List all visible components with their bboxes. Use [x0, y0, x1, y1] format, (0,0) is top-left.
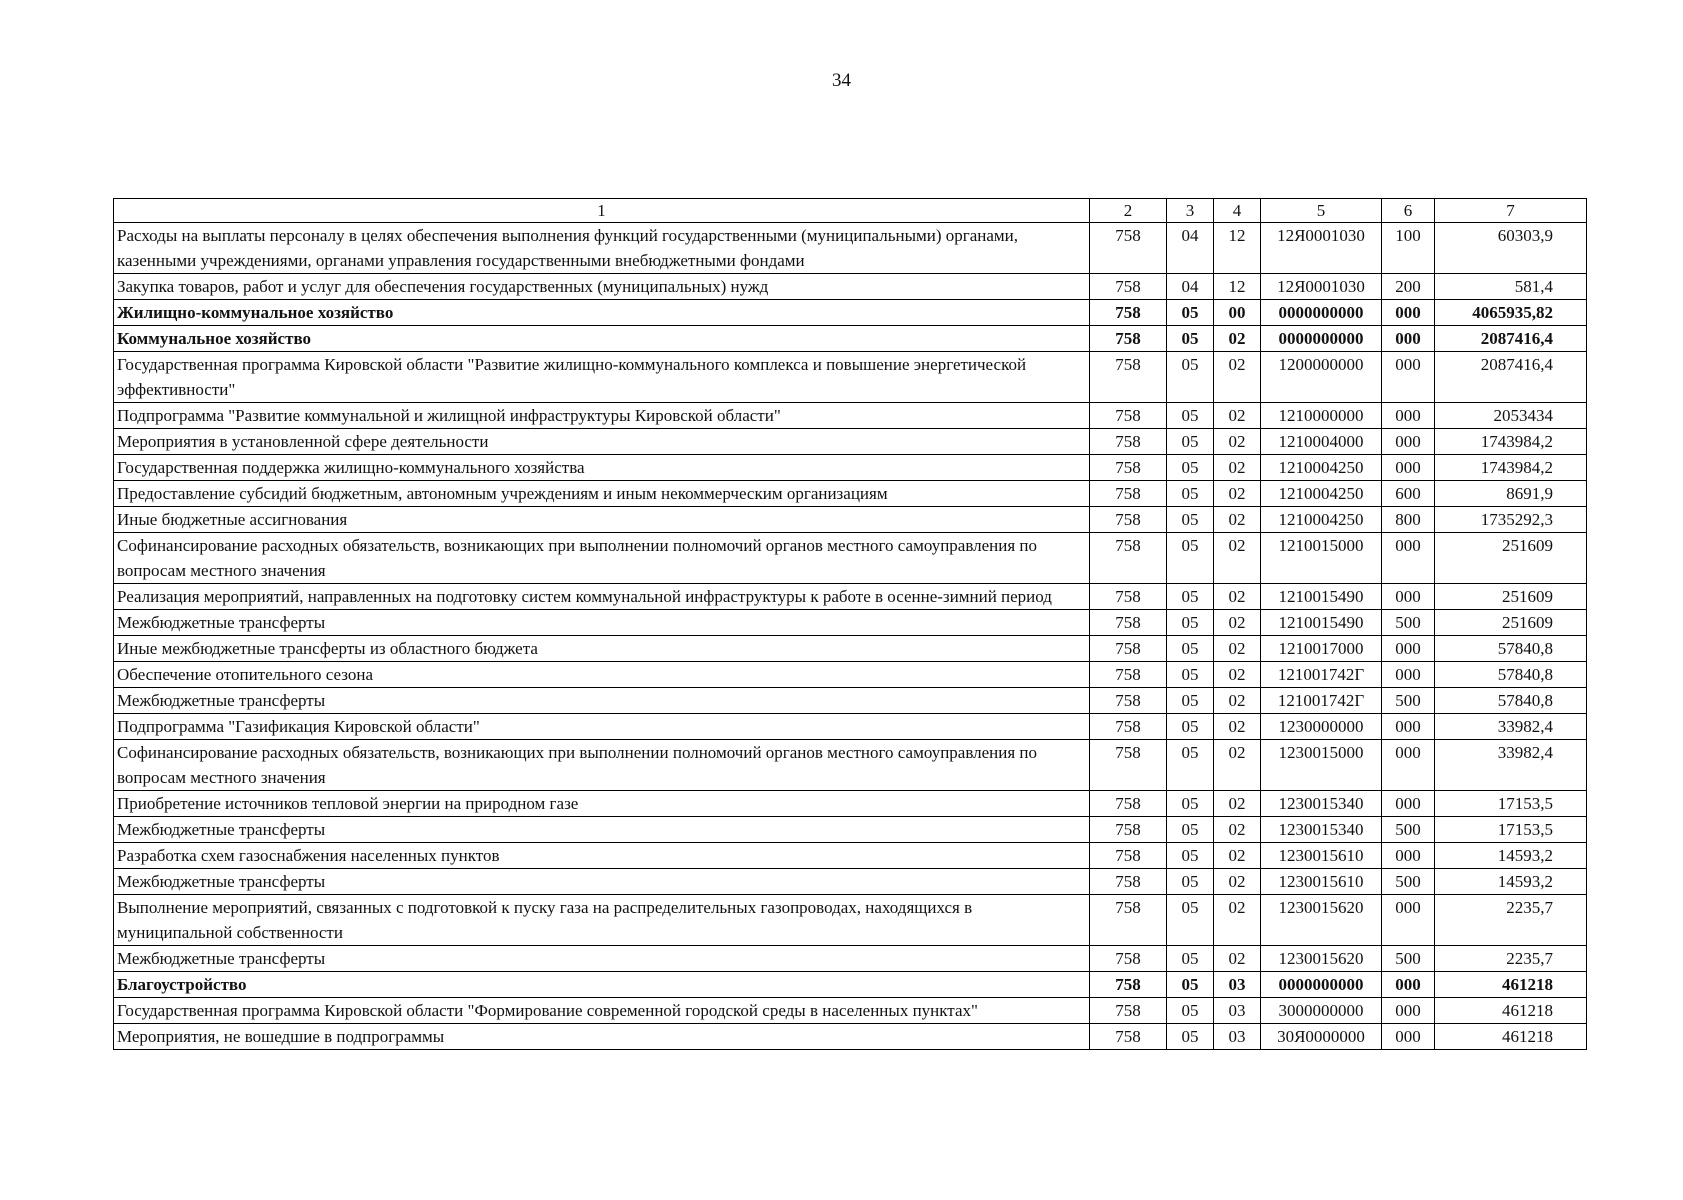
row-col-5: 1230015620 [1261, 946, 1382, 972]
header-col-3: 3 [1167, 199, 1214, 223]
table-row [114, 972, 1587, 998]
row-col-2: 758 [1090, 791, 1167, 817]
row-col-4: 02 [1214, 636, 1261, 662]
row-name: Приобретение источников тепловой энергии на природном газе [114, 791, 1090, 817]
row-col-2: 758 [1090, 533, 1167, 584]
row-name: Подпрограмма "Газификация Кировской области" [114, 714, 1090, 740]
row-col-4: 02 [1214, 688, 1261, 714]
row-name: Межбюджетные трансферты [114, 688, 1090, 714]
row-col-4: 12 [1214, 223, 1261, 274]
row-col-4: 02 [1214, 455, 1261, 481]
row-col-6: 000 [1382, 326, 1435, 352]
row-name: Подпрограмма "Развитие коммунальной и жилищной инфраструктуры Кировской области" [114, 403, 1090, 429]
row-col-3: 05 [1167, 455, 1214, 481]
header-row [114, 199, 1587, 223]
row-col-5: 1210015000 [1261, 533, 1382, 584]
row-name: Разработка схем газоснабжения населенных пунктов [114, 843, 1090, 869]
row-amount: 2053434 [1435, 403, 1587, 429]
row-name: Коммунальное хозяйство [114, 326, 1090, 352]
table-row [114, 455, 1587, 481]
row-name: Межбюджетные трансферты [114, 610, 1090, 636]
table-row [114, 636, 1587, 662]
row-col-6: 500 [1382, 869, 1435, 895]
row-col-4: 02 [1214, 714, 1261, 740]
row-col-3: 05 [1167, 403, 1214, 429]
row-col-5: 30Я0000000 [1261, 1024, 1382, 1050]
row-col-2: 758 [1090, 972, 1167, 998]
row-col-5: 12Я0001030 [1261, 274, 1382, 300]
row-col-5: 1230015340 [1261, 791, 1382, 817]
row-col-5: 1230015620 [1261, 895, 1382, 946]
row-name: Государственная поддержка жилищно-коммунального хозяйства [114, 455, 1090, 481]
row-col-4: 03 [1214, 972, 1261, 998]
table-row [114, 584, 1587, 610]
header-col-1: 1 [114, 199, 1090, 223]
row-amount: 2087416,4 [1435, 352, 1587, 403]
header-col-4: 4 [1214, 199, 1261, 223]
table-row [114, 403, 1587, 429]
row-name: Жилищно-коммунальное хозяйство [114, 300, 1090, 326]
row-amount: 4065935,82 [1435, 300, 1587, 326]
row-col-3: 05 [1167, 869, 1214, 895]
row-col-6: 100 [1382, 223, 1435, 274]
table-row [114, 817, 1587, 843]
row-col-6: 800 [1382, 507, 1435, 533]
table-row [114, 610, 1587, 636]
row-col-2: 758 [1090, 740, 1167, 791]
row-col-6: 000 [1382, 300, 1435, 326]
row-amount: 17153,5 [1435, 817, 1587, 843]
row-name: Межбюджетные трансферты [114, 817, 1090, 843]
row-col-6: 500 [1382, 817, 1435, 843]
row-name: Софинансирование расходных обязательств, возникающих при выполнении полномочий органов местного самоуправления по вопросам местного значения [114, 533, 1090, 584]
row-col-5: 121001742Г [1261, 662, 1382, 688]
row-col-2: 758 [1090, 998, 1167, 1024]
row-amount: 33982,4 [1435, 714, 1587, 740]
row-amount: 2087416,4 [1435, 326, 1587, 352]
row-col-2: 758 [1090, 274, 1167, 300]
table-row [114, 300, 1587, 326]
table-row [114, 223, 1587, 274]
row-col-2: 758 [1090, 946, 1167, 972]
row-amount: 14593,2 [1435, 843, 1587, 869]
row-name: Предоставление субсидий бюджетным, автономным учреждениям и иным некоммерческим организациям [114, 481, 1090, 507]
row-col-4: 02 [1214, 817, 1261, 843]
row-name: Межбюджетные трансферты [114, 946, 1090, 972]
row-col-3: 05 [1167, 507, 1214, 533]
row-amount: 17153,5 [1435, 791, 1587, 817]
row-col-3: 05 [1167, 533, 1214, 584]
table-row [114, 688, 1587, 714]
table-row [114, 998, 1587, 1024]
row-col-6: 000 [1382, 1024, 1435, 1050]
row-col-5: 121001742Г [1261, 688, 1382, 714]
row-col-4: 02 [1214, 481, 1261, 507]
row-col-5: 1210004250 [1261, 481, 1382, 507]
row-col-4: 12 [1214, 274, 1261, 300]
row-col-6: 500 [1382, 610, 1435, 636]
row-col-6: 000 [1382, 998, 1435, 1024]
table-row [114, 662, 1587, 688]
table-row [114, 869, 1587, 895]
row-col-5: 1210004250 [1261, 507, 1382, 533]
row-col-5: 1210004000 [1261, 429, 1382, 455]
row-col-5: 0000000000 [1261, 326, 1382, 352]
row-col-2: 758 [1090, 481, 1167, 507]
row-col-4: 02 [1214, 895, 1261, 946]
row-col-6: 000 [1382, 895, 1435, 946]
row-col-6: 000 [1382, 740, 1435, 791]
row-name: Софинансирование расходных обязательств, возникающих при выполнении полномочий органов местного самоуправления по вопросам местного значения [114, 740, 1090, 791]
row-name: Иные бюджетные ассигнования [114, 507, 1090, 533]
row-col-6: 500 [1382, 688, 1435, 714]
row-col-3: 05 [1167, 972, 1214, 998]
table-row [114, 843, 1587, 869]
row-col-5: 1210000000 [1261, 403, 1382, 429]
row-col-3: 05 [1167, 636, 1214, 662]
row-col-3: 05 [1167, 817, 1214, 843]
row-name: Мероприятия, не вошедшие в подпрограммы [114, 1024, 1090, 1050]
row-name: Иные межбюджетные трансферты из областного бюджета [114, 636, 1090, 662]
header-col-5: 5 [1261, 199, 1382, 223]
row-name: Реализация мероприятий, направленных на подготовку систем коммунальной инфраструктуры к работе в осенне-зимний период [114, 584, 1090, 610]
row-col-6: 000 [1382, 455, 1435, 481]
row-col-2: 758 [1090, 662, 1167, 688]
row-col-6: 000 [1382, 791, 1435, 817]
row-col-2: 758 [1090, 352, 1167, 403]
row-col-3: 05 [1167, 1024, 1214, 1050]
row-col-6: 000 [1382, 429, 1435, 455]
page-number: 34 [832, 70, 851, 91]
row-col-5: 3000000000 [1261, 998, 1382, 1024]
row-amount: 57840,8 [1435, 636, 1587, 662]
row-col-4: 03 [1214, 998, 1261, 1024]
row-col-6: 000 [1382, 403, 1435, 429]
row-name: Межбюджетные трансферты [114, 869, 1090, 895]
row-col-5: 0000000000 [1261, 972, 1382, 998]
row-col-5: 1230015610 [1261, 843, 1382, 869]
row-col-3: 05 [1167, 481, 1214, 507]
row-col-4: 02 [1214, 662, 1261, 688]
row-col-5: 1230015000 [1261, 740, 1382, 791]
table-row [114, 895, 1587, 946]
row-col-2: 758 [1090, 584, 1167, 610]
row-amount: 251609 [1435, 533, 1587, 584]
row-col-3: 05 [1167, 843, 1214, 869]
row-col-5: 0000000000 [1261, 300, 1382, 326]
row-amount: 2235,7 [1435, 946, 1587, 972]
row-col-2: 758 [1090, 507, 1167, 533]
table-body [114, 223, 1587, 1050]
row-col-2: 758 [1090, 1024, 1167, 1050]
row-col-2: 758 [1090, 895, 1167, 946]
row-col-5: 1230000000 [1261, 714, 1382, 740]
header-col-7: 7 [1435, 199, 1587, 223]
row-col-3: 05 [1167, 326, 1214, 352]
row-col-5: 1210015490 [1261, 584, 1382, 610]
row-col-3: 04 [1167, 223, 1214, 274]
row-col-3: 05 [1167, 740, 1214, 791]
row-amount: 14593,2 [1435, 869, 1587, 895]
row-col-5: 1230015610 [1261, 869, 1382, 895]
row-amount: 581,4 [1435, 274, 1587, 300]
row-col-4: 02 [1214, 740, 1261, 791]
row-col-3: 05 [1167, 662, 1214, 688]
row-amount: 57840,8 [1435, 688, 1587, 714]
row-col-6: 000 [1382, 352, 1435, 403]
row-col-5: 1210004250 [1261, 455, 1382, 481]
table-row [114, 533, 1587, 584]
row-amount: 57840,8 [1435, 662, 1587, 688]
row-amount: 251609 [1435, 610, 1587, 636]
row-amount: 1735292,3 [1435, 507, 1587, 533]
row-col-5: 1230015340 [1261, 817, 1382, 843]
table-row [114, 429, 1587, 455]
table-row [114, 352, 1587, 403]
row-name: Закупка товаров, работ и услуг для обеспечения государственных (муниципальных) нужд [114, 274, 1090, 300]
row-col-4: 02 [1214, 352, 1261, 403]
row-col-2: 758 [1090, 869, 1167, 895]
row-col-3: 05 [1167, 791, 1214, 817]
row-amount: 461218 [1435, 1024, 1587, 1050]
row-col-4: 02 [1214, 791, 1261, 817]
header-col-2: 2 [1090, 199, 1167, 223]
row-col-3: 05 [1167, 998, 1214, 1024]
row-col-4: 02 [1214, 326, 1261, 352]
row-col-3: 05 [1167, 688, 1214, 714]
row-name: Мероприятия в установленной сфере деятельности [114, 429, 1090, 455]
table-row [114, 1024, 1587, 1050]
row-amount: 33982,4 [1435, 740, 1587, 791]
row-col-2: 758 [1090, 610, 1167, 636]
row-amount: 251609 [1435, 584, 1587, 610]
table-row [114, 714, 1587, 740]
row-name: Государственная программа Кировской области "Развитие жилищно-коммунального комплекса и повышение энергетической эффективности" [114, 352, 1090, 403]
row-col-5: 1210015490 [1261, 610, 1382, 636]
table-row [114, 326, 1587, 352]
row-col-3: 05 [1167, 300, 1214, 326]
table-row [114, 946, 1587, 972]
row-col-2: 758 [1090, 455, 1167, 481]
row-col-6: 000 [1382, 972, 1435, 998]
row-col-5: 1200000000 [1261, 352, 1382, 403]
row-col-4: 02 [1214, 584, 1261, 610]
row-col-2: 758 [1090, 714, 1167, 740]
row-col-3: 04 [1167, 274, 1214, 300]
row-col-2: 758 [1090, 843, 1167, 869]
row-col-4: 02 [1214, 946, 1261, 972]
budget-table [113, 198, 1587, 1050]
row-col-6: 000 [1382, 584, 1435, 610]
row-col-5: 1210017000 [1261, 636, 1382, 662]
row-col-3: 05 [1167, 610, 1214, 636]
header-col-6: 6 [1382, 199, 1435, 223]
table-row [114, 274, 1587, 300]
row-col-4: 03 [1214, 1024, 1261, 1050]
row-col-2: 758 [1090, 817, 1167, 843]
row-col-2: 758 [1090, 636, 1167, 662]
row-name: Обеспечение отопительного сезона [114, 662, 1090, 688]
row-col-2: 758 [1090, 429, 1167, 455]
table-row [114, 791, 1587, 817]
row-col-4: 02 [1214, 610, 1261, 636]
row-col-2: 758 [1090, 300, 1167, 326]
row-amount: 461218 [1435, 972, 1587, 998]
row-amount: 1743984,2 [1435, 429, 1587, 455]
row-amount: 1743984,2 [1435, 455, 1587, 481]
row-col-4: 02 [1214, 843, 1261, 869]
row-col-6: 200 [1382, 274, 1435, 300]
row-col-6: 000 [1382, 662, 1435, 688]
row-col-4: 02 [1214, 403, 1261, 429]
row-col-3: 05 [1167, 429, 1214, 455]
row-col-5: 12Я0001030 [1261, 223, 1382, 274]
row-col-6: 000 [1382, 533, 1435, 584]
row-name: Государственная программа Кировской области "Формирование современной городской среды в населенных пунктах" [114, 998, 1090, 1024]
row-col-4: 02 [1214, 507, 1261, 533]
table-row [114, 740, 1587, 791]
row-col-4: 00 [1214, 300, 1261, 326]
row-col-6: 000 [1382, 714, 1435, 740]
row-col-3: 05 [1167, 895, 1214, 946]
row-col-3: 05 [1167, 714, 1214, 740]
table-header [114, 199, 1587, 223]
row-col-3: 05 [1167, 584, 1214, 610]
row-col-4: 02 [1214, 533, 1261, 584]
row-col-6: 000 [1382, 636, 1435, 662]
row-col-2: 758 [1090, 223, 1167, 274]
row-col-4: 02 [1214, 869, 1261, 895]
row-col-6: 000 [1382, 843, 1435, 869]
row-col-4: 02 [1214, 429, 1261, 455]
table-row [114, 481, 1587, 507]
row-col-3: 05 [1167, 352, 1214, 403]
table-row [114, 507, 1587, 533]
row-name: Благоустройство [114, 972, 1090, 998]
row-name: Расходы на выплаты персоналу в целях обеспечения выполнения функций государственными (муниципальными) органами, казенными учреждениями, органами управления государственными внебюджетными фондами [114, 223, 1090, 274]
row-name: Выполнение мероприятий, связанных с подготовкой к пуску газа на распределительных газопроводах, находящихся в муниципальной собственности [114, 895, 1090, 946]
row-amount: 60303,9 [1435, 223, 1587, 274]
row-col-6: 600 [1382, 481, 1435, 507]
row-col-6: 500 [1382, 946, 1435, 972]
row-amount: 461218 [1435, 998, 1587, 1024]
row-col-2: 758 [1090, 688, 1167, 714]
row-col-2: 758 [1090, 403, 1167, 429]
row-amount: 2235,7 [1435, 895, 1587, 946]
row-amount: 8691,9 [1435, 481, 1587, 507]
row-col-3: 05 [1167, 946, 1214, 972]
row-col-2: 758 [1090, 326, 1167, 352]
